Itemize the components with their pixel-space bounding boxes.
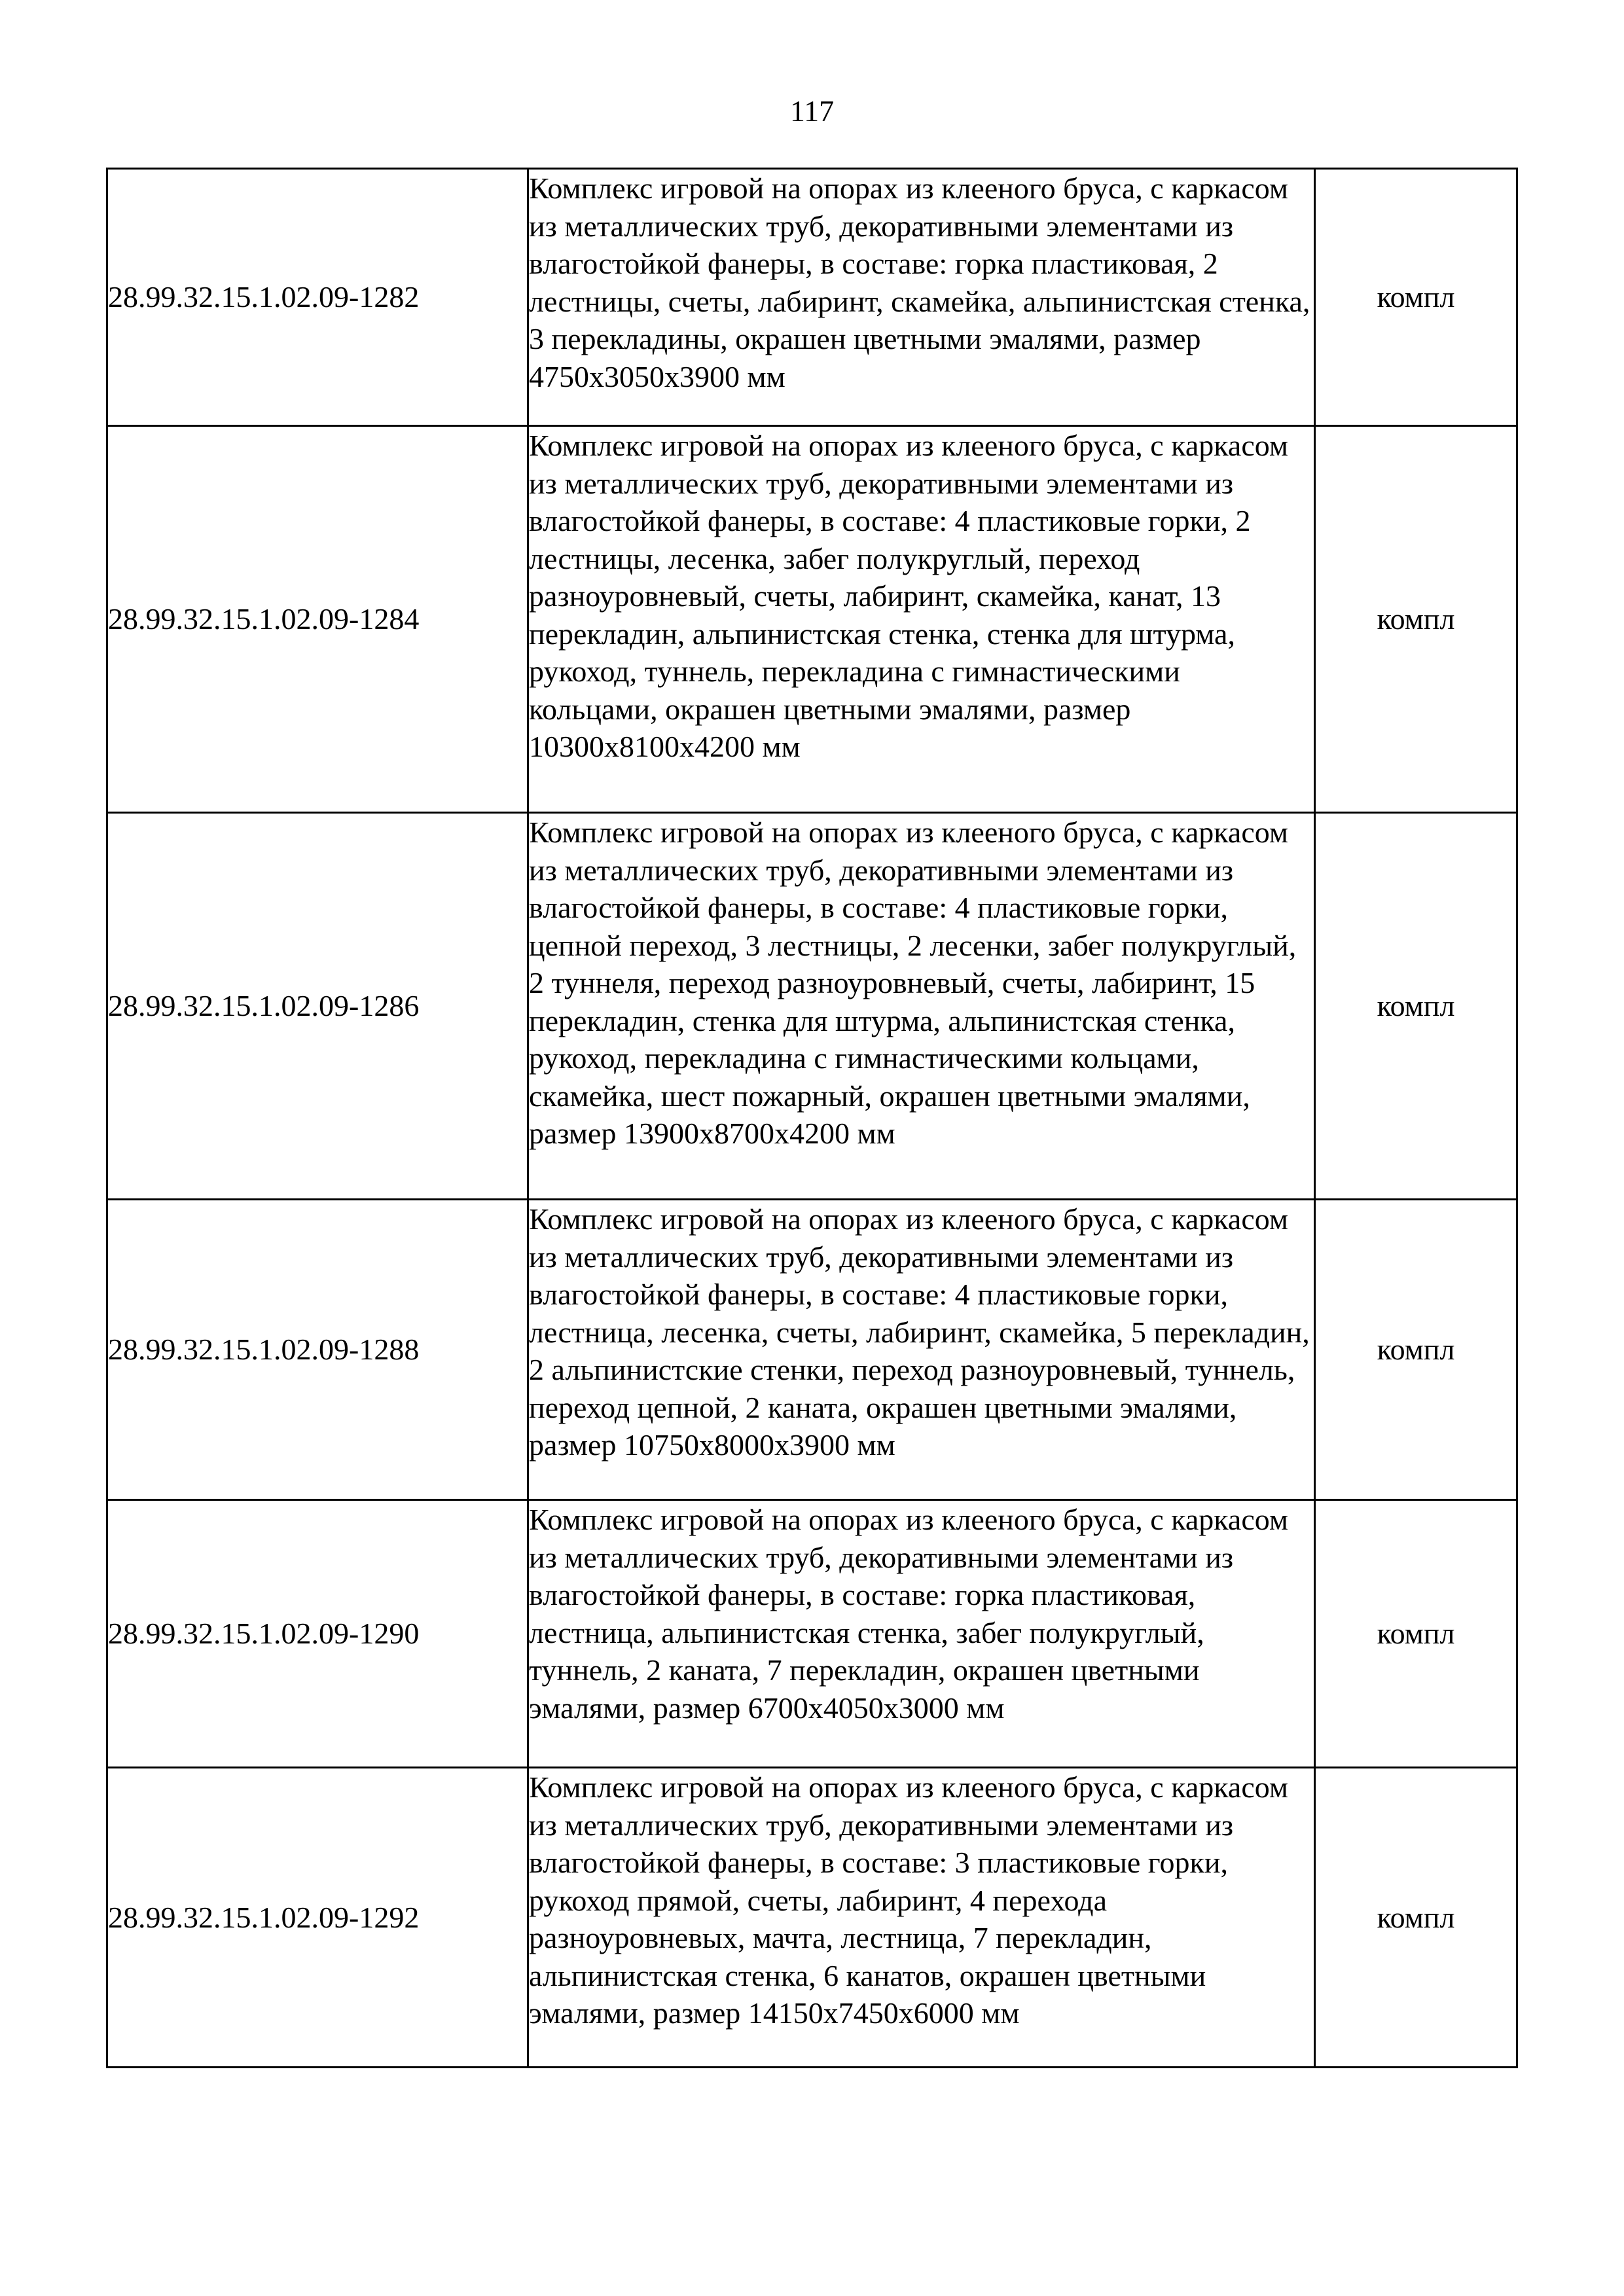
unit-of-measure: компл xyxy=(1315,1500,1517,1768)
table-row xyxy=(107,1500,1517,1768)
table-row xyxy=(107,426,1517,813)
unit-of-measure: компл xyxy=(1315,1200,1517,1500)
resource-code: 28.99.32.15.1.02.09-1292 xyxy=(107,1768,528,2068)
resource-code: 28.99.32.15.1.02.09-1290 xyxy=(107,1500,528,1768)
resource-description: Комплекс игровой на опорах из клееного бруса, с каркасом из металлических труб, декоративными элементами из влагостойкой фанеры, в составе: 4 пластиковые горки, лестница, лесенка, счеты, лабиринт, скамейка, 5 перекладин, 2 альпинистские стенки, переход разноуровневый, туннель, переход цепной, 2 каната, окрашен цветными эмалями, размер 10750х8000х3900 мм xyxy=(528,1200,1315,1500)
resource-code: 28.99.32.15.1.02.09-1288 xyxy=(107,1200,528,1500)
resource-description: Комплекс игровой на опорах из клееного бруса, с каркасом из металлических труб, декоративными элементами из влагостойкой фанеры, в составе: горка пластиковая, 2 лестницы, счеты, лабиринт, скамейка, альпинистская стенка, 3 перекладины, окрашен цветными эмалями, размер 4750х3050х3900 мм xyxy=(528,169,1315,426)
table-row xyxy=(107,169,1517,426)
resource-code: 28.99.32.15.1.02.09-1284 xyxy=(107,426,528,813)
resource-table xyxy=(106,168,1518,2068)
resource-description: Комплекс игровой на опорах из клееного бруса, с каркасом из металлических труб, декоративными элементами из влагостойкой фанеры, в составе: 4 пластиковые горки, 2 лестницы, лесенка, забег полукруглый, переход разноуровневый, счеты, лабиринт, скамейка, канат, 13 перекладин, альпинистская стенка, стенка для штурма, рукоход, туннель, перекладина с гимнастическими кольцами, окрашен цветными эмалями, размер 10300х8100х4200 мм xyxy=(528,426,1315,813)
resource-code: 28.99.32.15.1.02.09-1286 xyxy=(107,813,528,1200)
resource-description: Комплекс игровой на опорах из клееного бруса, с каркасом из металлических труб, декоративными элементами из влагостойкой фанеры, в составе: 3 пластиковые горки, рукоход прямой, счеты, лабиринт, 4 перехода разноуровневых, мачта, лестница, 7 перекладин, альпинистская стенка, 6 канатов, окрашен цветными эмалями, размер 14150х7450х6000 мм xyxy=(528,1768,1315,2068)
unit-of-measure: компл xyxy=(1315,169,1517,426)
page-number: 117 xyxy=(789,94,835,128)
table-row xyxy=(107,813,1517,1200)
resource-description: Комплекс игровой на опорах из клееного бруса, с каркасом из металлических труб, декоративными элементами из влагостойкой фанеры, в составе: горка пластиковая, лестница, альпинистская стенка, забег полукруглый, туннель, 2 каната, 7 перекладин, окрашен цветными эмалями, размер 6700х4050х3000 мм xyxy=(528,1500,1315,1768)
unit-of-measure: компл xyxy=(1315,426,1517,813)
resource-description: Комплекс игровой на опорах из клееного бруса, с каркасом из металлических труб, декоративными элементами из влагостойкой фанеры, в составе: 4 пластиковые горки, цепной переход, 3 лестницы, 2 лесенки, забег полукруглый, 2 туннеля, переход разноуровневый, счеты, лабиринт, 15 перекладин, стенка для штурма, альпинистская стенка, рукоход, перекладина с гимнастическими кольцами, скамейка, шест пожарный, окрашен цветными эмалями, размер 13900х8700х4200 мм xyxy=(528,813,1315,1200)
unit-of-measure: компл xyxy=(1315,813,1517,1200)
resource-code: 28.99.32.15.1.02.09-1282 xyxy=(107,169,528,426)
table-row xyxy=(107,1768,1517,2068)
table-row xyxy=(107,1200,1517,1500)
unit-of-measure: компл xyxy=(1315,1768,1517,2068)
